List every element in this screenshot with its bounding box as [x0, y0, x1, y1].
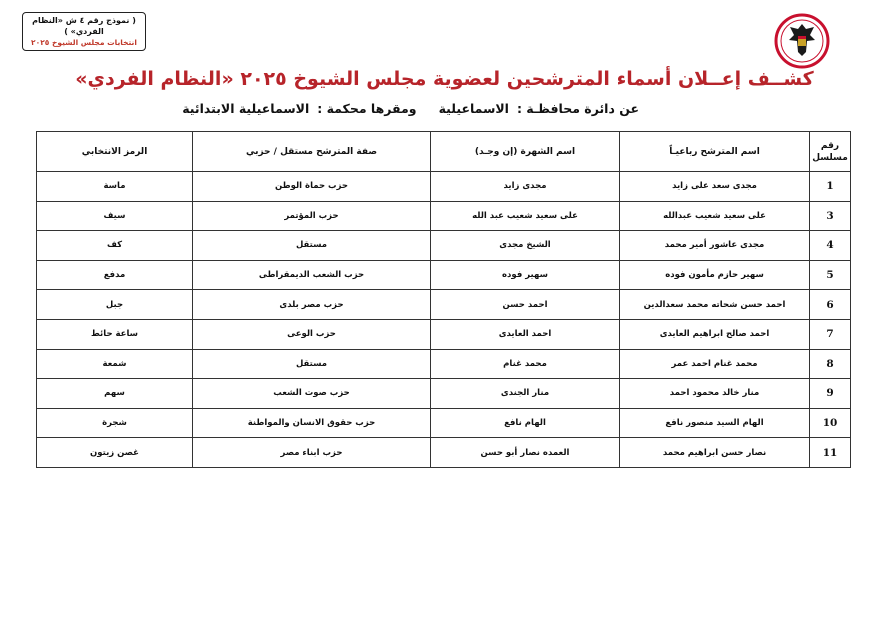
cell-serial-number: 9 — [810, 379, 851, 409]
cell-fame-name: على سعيد شعيب عبد الله — [431, 201, 620, 231]
candidates-table — [36, 131, 851, 468]
cell-serial-number: 4 — [810, 231, 851, 261]
table-row — [37, 231, 851, 261]
cell-serial-number: 10 — [810, 408, 851, 438]
header-candidate-type: صفة المترشح مستقل / حزبي — [193, 132, 431, 172]
eagle-emblem-icon — [773, 12, 853, 70]
page-title: كشــف إعــلان أسماء المترشحين لعضوية مجلس الشيوخ ٢٠٢٥ «النظام الفردي» — [75, 68, 814, 90]
cell-fame-name: الهام نافع — [431, 408, 620, 438]
district-label: عن دائرة محافظـة : — [516, 101, 639, 116]
cell-election-symbol: سيف — [37, 201, 193, 231]
cell-candidate-name: سهير حازم مأمون فوده — [620, 260, 810, 290]
cell-serial-number: 6 — [810, 290, 851, 320]
cell-candidate-type: حزب المؤتمر — [193, 201, 431, 231]
cell-fame-name: منار الجندى — [431, 379, 620, 409]
district-line — [174, 100, 639, 118]
cell-election-symbol: مدفع — [37, 260, 193, 290]
cell-serial-number: 7 — [810, 319, 851, 349]
table-row — [37, 408, 851, 438]
cell-candidate-type: حزب مصر بلدى — [193, 290, 431, 320]
table-row — [37, 379, 851, 409]
election-name-label: انتخابات مجلس الشيوخ ٢٠٢٥ — [31, 38, 137, 47]
cell-fame-name: مجدى زايد — [431, 172, 620, 202]
cell-candidate-name: نصار حسن ابراهيم محمد — [620, 438, 810, 468]
election-authority-logo — [773, 12, 853, 70]
cell-candidate-name: منار خالد محمود احمد — [620, 379, 810, 409]
cell-serial-number: 3 — [810, 201, 851, 231]
cell-election-symbol: غصن زيتون — [37, 438, 193, 468]
cell-election-symbol: ماسة — [37, 172, 193, 202]
cell-candidate-type: مستقل — [193, 349, 431, 379]
header-election-symbol: الرمز الانتخابي — [37, 132, 193, 172]
court-label: ومقرها محكمة : — [317, 101, 417, 116]
form-number-box — [22, 12, 146, 51]
cell-candidate-type: حزب الوعى — [193, 319, 431, 349]
table-header-row — [37, 132, 851, 172]
header-fame-name: اسم الشهرة (إن وجـد) — [431, 132, 620, 172]
district-value: الاسماعيلية — [438, 101, 509, 116]
cell-serial-number: 1 — [810, 172, 851, 202]
table-row — [37, 260, 851, 290]
cell-election-symbol: ساعة حائط — [37, 319, 193, 349]
cell-election-symbol: جبل — [37, 290, 193, 320]
cell-candidate-name: مجدى عاشور أمير محمد — [620, 231, 810, 261]
cell-election-symbol: كف — [37, 231, 193, 261]
cell-fame-name: احمد العايدى — [431, 319, 620, 349]
cell-candidate-type: حزب صوت الشعب — [193, 379, 431, 409]
cell-serial-number: 11 — [810, 438, 851, 468]
cell-candidate-type: حزب ابناء مصر — [193, 438, 431, 468]
cell-candidate-type: حزب الشعب الديمقراطى — [193, 260, 431, 290]
table-row — [37, 349, 851, 379]
court-value: الاسماعيلية الابتدائية — [182, 101, 310, 116]
cell-candidate-name: على سعيد شعيب عبدالله — [620, 201, 810, 231]
cell-serial-number: 5 — [810, 260, 851, 290]
cell-candidate-type: حزب حقوق الانسان والمواطنة — [193, 408, 431, 438]
cell-candidate-name: الهام السيد منصور نافع — [620, 408, 810, 438]
header-serial-number: رقم مسلسل — [810, 132, 851, 172]
cell-candidate-name: مجدى سعد على زايد — [620, 172, 810, 202]
cell-fame-name: الشيخ مجدى — [431, 231, 620, 261]
cell-fame-name: العمده نصار أبو حسن — [431, 438, 620, 468]
table-row — [37, 172, 851, 202]
cell-election-symbol: شمعة — [37, 349, 193, 379]
cell-fame-name: احمد حسن — [431, 290, 620, 320]
cell-election-symbol: سهم — [37, 379, 193, 409]
table-row — [37, 290, 851, 320]
cell-fame-name: محمد غنام — [431, 349, 620, 379]
cell-candidate-name: احمد صالح ابراهيم العايدى — [620, 319, 810, 349]
form-number-label: ( نموذج رقم ٤ ش «النظام الفردي» ) — [32, 16, 136, 36]
cell-candidate-type: مستقل — [193, 231, 431, 261]
header-candidate-name: اسم المترشح رباعيـاً — [620, 132, 810, 172]
cell-candidate-type: حزب حماة الوطن — [193, 172, 431, 202]
cell-election-symbol: شجرة — [37, 408, 193, 438]
cell-candidate-name: احمد حسن شحاته محمد سعدالدين — [620, 290, 810, 320]
table-row — [37, 319, 851, 349]
cell-fame-name: سهير فوده — [431, 260, 620, 290]
cell-candidate-name: محمد غنام احمد عمر — [620, 349, 810, 379]
table-row — [37, 438, 851, 468]
cell-serial-number: 8 — [810, 349, 851, 379]
table-row — [37, 201, 851, 231]
